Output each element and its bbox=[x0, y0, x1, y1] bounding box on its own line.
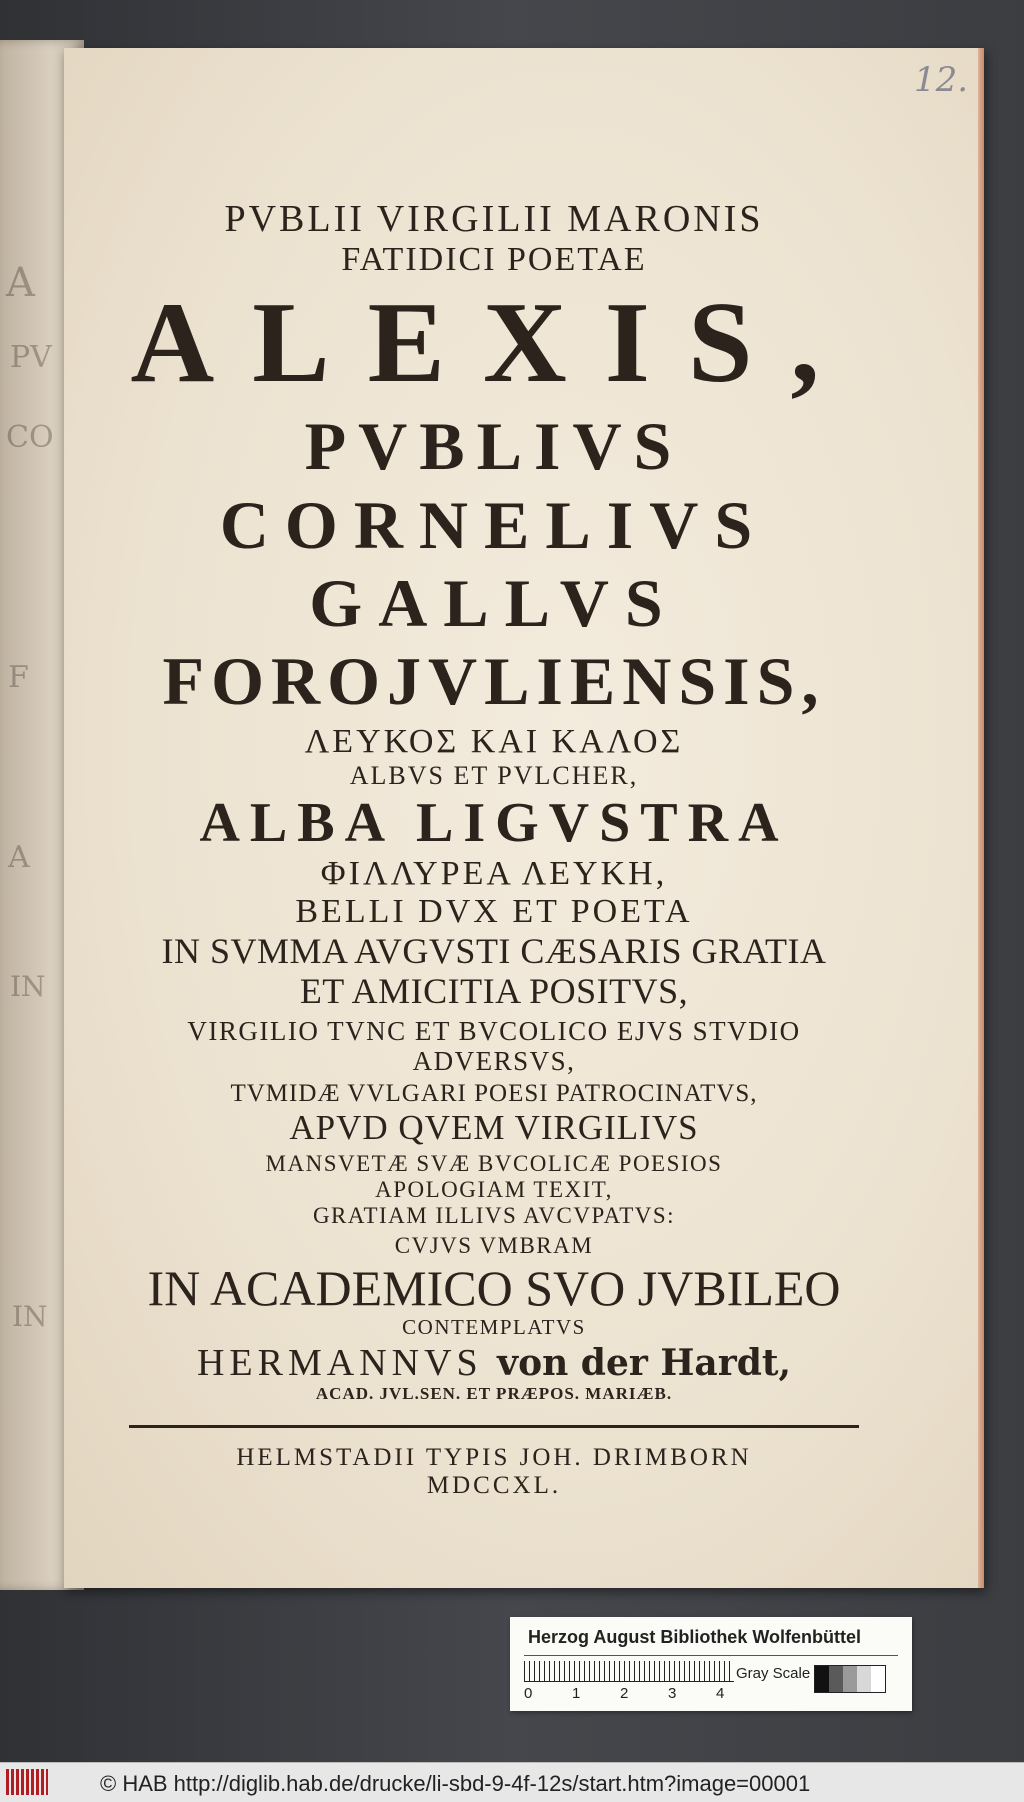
measurement-ruler bbox=[524, 1661, 734, 1682]
virgilio-line: VIRGILIO TVNC ET BVCOLICO EJVS STVDIO bbox=[187, 1015, 801, 1046]
ruler-number: 1 bbox=[572, 1685, 581, 1702]
page-edge bbox=[978, 48, 984, 1588]
main-title-alexis: ALEXIS, bbox=[130, 278, 858, 407]
name-cornelius: CORNELIVS bbox=[219, 486, 769, 563]
card-title: Herzog August Bibliothek Wolfenbüttel bbox=[528, 1627, 861, 1647]
gray-swatch bbox=[857, 1666, 871, 1692]
name-publius: PVBLIVS bbox=[304, 408, 684, 485]
apud-line: APVD QVEM VIRGILIVS bbox=[289, 1108, 699, 1148]
cujus-line: CVJVS VMBRAM bbox=[394, 1232, 594, 1258]
author-von-der-hardt: von der Hardt, bbox=[497, 1341, 792, 1384]
albus-line: ALBVS ET PVLCHER, bbox=[349, 761, 639, 791]
greek-leukos-line: ΛΕΥΚΟΣ ΚΑΙ ΚΑΛΟΣ bbox=[304, 723, 684, 761]
gray-swatch bbox=[843, 1666, 857, 1692]
card-divider bbox=[524, 1655, 898, 1656]
ruler-number: 0 bbox=[524, 1685, 533, 1702]
ruler-number: 4 bbox=[716, 1685, 725, 1702]
author-hermannus: HERMANNVS bbox=[196, 1341, 483, 1384]
folio-number: 12. bbox=[914, 60, 969, 100]
tumidae-line: TVMIDÆ VVLGARI POESI PATROCINATVS, bbox=[230, 1080, 758, 1108]
footer-bar bbox=[0, 1762, 1024, 1802]
gratiam-line: GRATIAM ILLIVS AVCVPATVS: bbox=[312, 1202, 676, 1228]
author-titles-line: ACAD. JVL.SEN. ET PRÆPOS. MARIÆB. bbox=[315, 1384, 673, 1404]
in-academico-line: IN ACADEMICO SVO JVBILEO bbox=[147, 1260, 841, 1317]
imprint-rule bbox=[129, 1425, 859, 1428]
adversus-line: ADVERSVS, bbox=[412, 1045, 576, 1076]
gray-swatch bbox=[815, 1666, 829, 1692]
alba-ligustra-line: ALBA LIGVSTRA bbox=[199, 792, 789, 855]
poet-line: FATIDICI POETAE bbox=[341, 240, 647, 278]
name-gallus: GALLVS bbox=[309, 564, 679, 641]
name-forojuliensis: FOROJVLIENSIS, bbox=[162, 642, 826, 719]
author-line: PVBLII VIRGILII MARONIS bbox=[224, 198, 764, 240]
mansuetae-line: MANSVETÆ SVÆ BVCOLICÆ POESIOS bbox=[265, 1151, 723, 1177]
imprint-year: MDCCXL. bbox=[426, 1472, 562, 1500]
ruler-number: 2 bbox=[620, 1685, 629, 1702]
imprint-line: HELMSTADII TYPIS JOH. DRIMBORN bbox=[236, 1444, 752, 1472]
ruler-numbers bbox=[524, 1685, 734, 1703]
belli-line: BELLI DVX ET POETA bbox=[295, 893, 693, 931]
gray-swatch bbox=[829, 1666, 843, 1692]
greek-philyrea-line: ΦΙΛΛΥΡΕΑ ΛΕΥΚΗ, bbox=[320, 854, 668, 892]
gray-scale-swatches bbox=[814, 1665, 886, 1693]
ruler-number: 3 bbox=[668, 1685, 677, 1702]
author-name-line bbox=[84, 1342, 904, 1385]
hab-logo-icon bbox=[6, 1769, 48, 1795]
title-block bbox=[84, 198, 904, 1500]
color-calibration-card bbox=[510, 1617, 912, 1711]
previous-page-edge: A PV CO F A IN IN bbox=[0, 40, 84, 1590]
in-summa-line: IN SVMMA AVGVSTI CÆSARIS GRATIA bbox=[161, 931, 827, 972]
gray-scale-label: Gray Scale bbox=[736, 1665, 811, 1682]
footer-url-text[interactable]: © HAB http://diglib.hab.de/drucke/li-sbd-9-4f-12s/start.htm?image=00001 bbox=[100, 1771, 811, 1796]
gray-swatch bbox=[871, 1666, 885, 1692]
title-page bbox=[64, 48, 984, 1588]
contemplatus-line: CONTEMPLATVS bbox=[402, 1315, 586, 1340]
et-amicitia-line: ET AMICITIA POSITVS, bbox=[299, 971, 689, 1012]
apologiam-line: APOLOGIAM TEXIT, bbox=[375, 1177, 613, 1203]
